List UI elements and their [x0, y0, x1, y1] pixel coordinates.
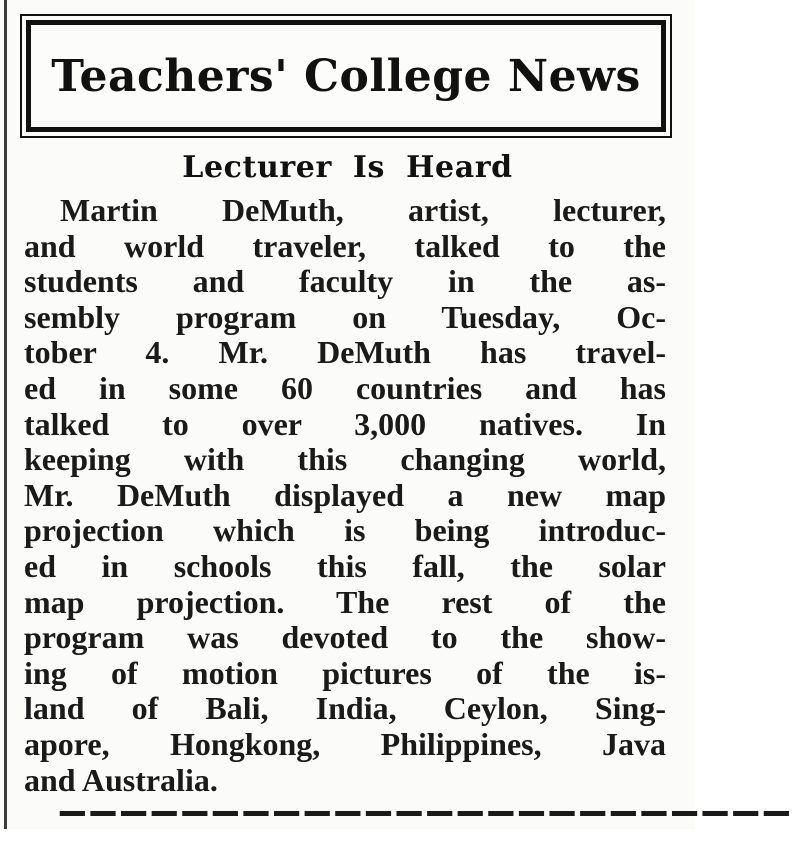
- article-line: keeping with this changing world,: [24, 441, 666, 478]
- article-line: land of Bali, India, Ceylon, Sing-: [24, 690, 666, 727]
- article-line: projection which is being introduc-: [24, 512, 666, 549]
- article-body: [24, 193, 666, 798]
- article-line: and Australia.: [24, 761, 218, 798]
- article-line: program was devoted to the show-: [24, 619, 666, 656]
- article-line: apore, Hongkong, Philippines, Java: [24, 725, 666, 762]
- article-line: ed in schools this fall, the solar: [24, 547, 666, 584]
- article-line: ed in some 60 countries and has: [24, 369, 666, 406]
- article-line: Martin DeMuth, artist, lecturer,: [60, 192, 666, 228]
- article-headline: Lecturer Is Heard: [182, 150, 513, 185]
- article-line: and world traveler, talked to the: [24, 227, 666, 264]
- masthead-title: Teachers' College News: [51, 50, 641, 102]
- column-rule: [4, 0, 7, 829]
- article-line: ing of motion pictures of the is-: [24, 654, 666, 691]
- article-line: talked to over 3,000 natives. In: [24, 405, 666, 442]
- article-line: map projection. The rest of the: [24, 583, 666, 620]
- article-line: tober 4. Mr. DeMuth has travel-: [24, 334, 666, 371]
- article-line: students and faculty in the as-: [24, 263, 666, 300]
- masthead-box: [26, 20, 666, 132]
- article-line: sembly program on Tuesday, Oc-: [24, 298, 666, 335]
- cropped-text-fragment: ▔▔▔▔▔▔▔▔▔▔▔▔▔▔▔▔▔▔▔▔▔▔▔▔: [60, 812, 795, 848]
- article-line: Mr. DeMuth displayed a new map: [24, 476, 666, 513]
- cropped-next-line: [60, 812, 795, 848]
